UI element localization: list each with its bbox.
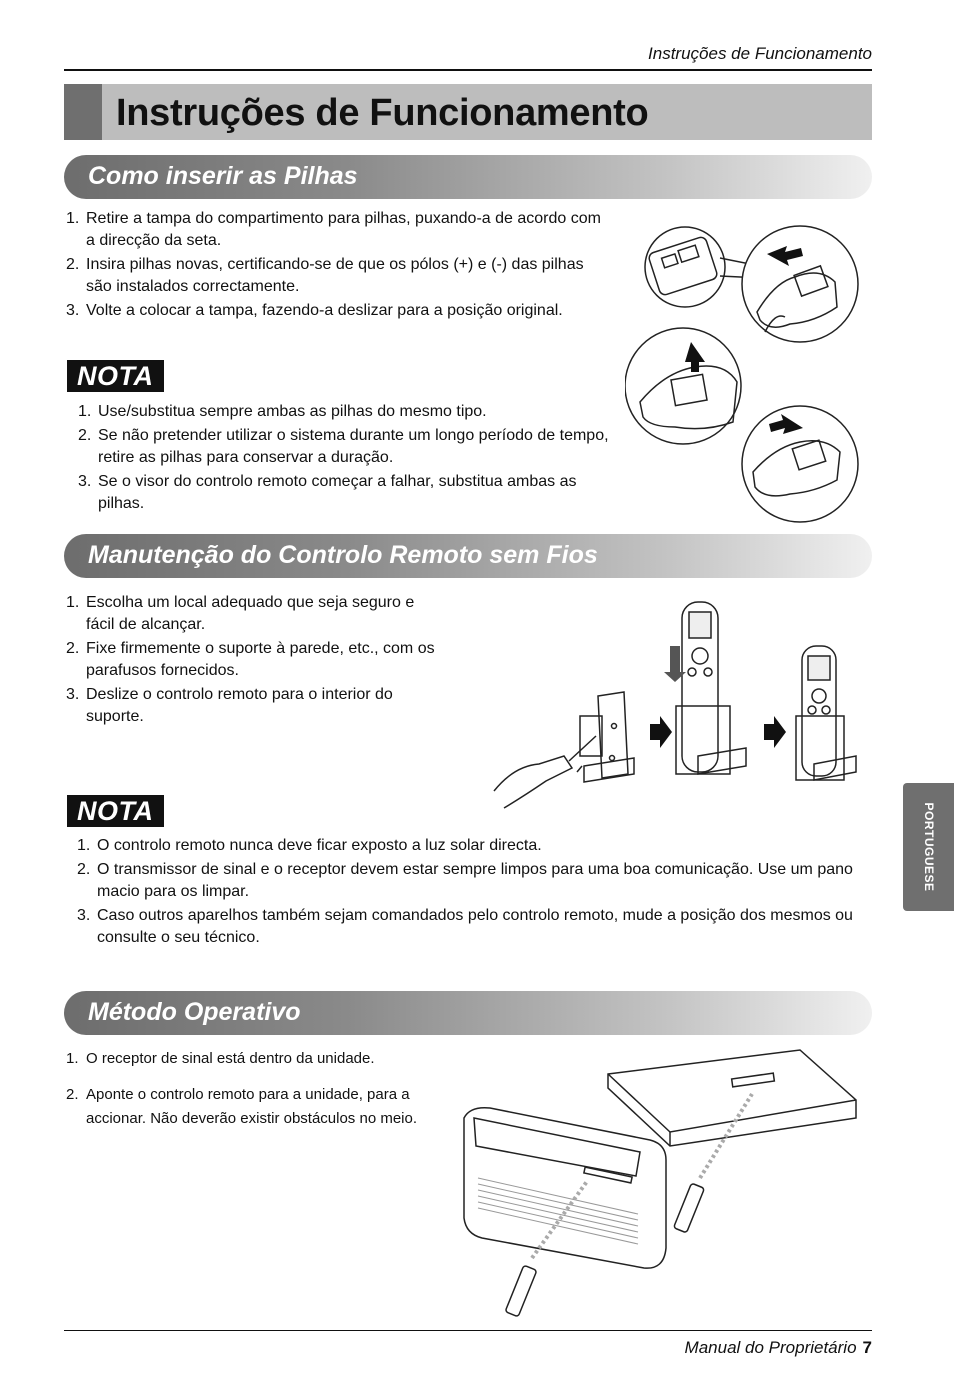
language-tab: [903, 783, 954, 911]
list-item: 3. Caso outros aparelhos também sejam comandados pelo controlo remoto, mude a posição dos mesmos ou consulte o seu técnico.: [77, 907, 853, 946]
steps-manutencao: [66, 592, 446, 730]
list-item: 2. Se não pretender utilizar o sistema durante um longo período de tempo, retire as pilhas para conservar a duração.: [78, 427, 609, 466]
list-item: 1. O receptor de sinal está dentro da unidade.: [66, 1050, 375, 1067]
nota-label-2: NOTA: [67, 795, 164, 827]
list-item: 1. O controlo remoto nunca deve ficar exposto a luz solar directa.: [77, 837, 542, 854]
title-accent: [64, 84, 102, 140]
list-item: 2. O transmissor de sinal e o receptor devem estar sempre limpos para uma boa comunicação. Use um pano macio para os limpar.: [77, 861, 853, 900]
page-number: 7: [862, 1338, 872, 1357]
section-header-pilhas: [64, 155, 872, 199]
list-item: 2. Fixe firmemente o suporte à parede, etc., com os parafusos fornecidos.: [66, 640, 435, 679]
footer-label: Manual do Proprietário: [684, 1338, 857, 1357]
notes-pilhas: [78, 401, 613, 517]
top-rule: [64, 69, 872, 71]
section-header-metodo: [64, 991, 872, 1035]
indoor-unit-illustration-icon: [460, 1048, 860, 1318]
battery-illustration-icon: [625, 222, 865, 524]
section-header-manutencao: [64, 534, 872, 578]
list-item: 1. Use/substitua sempre ambas as pilhas do mesmo tipo.: [78, 403, 487, 420]
section-title-metodo: Método Operativo: [88, 998, 301, 1026]
list-item: 3. Se o visor do controlo remoto começar a falhar, substitua ambas as pilhas.: [78, 473, 577, 512]
remote-holder-illustration-icon: [484, 596, 864, 810]
list-item: 3. Deslize o controlo remoto para o interior do suporte.: [66, 686, 393, 725]
section-title-manutencao: Manutenção do Controlo Remoto sem Fios: [88, 541, 598, 569]
list-item: 1. Escolha um local adequado que seja seguro e fácil de alcançar.: [66, 594, 415, 633]
steps-pilhas: [66, 208, 606, 324]
nota-label-1: NOTA: [67, 360, 164, 392]
section-title-pilhas: Como inserir as Pilhas: [88, 162, 358, 190]
list-item: 2. Insira pilhas novas, certificando-se de que os pólos (+) e (-) das pilhas são instalados correctamente.: [66, 256, 584, 295]
list-item: 3. Volte a colocar a tampa, fazendo-a deslizar para a posição original.: [66, 302, 563, 319]
footer: [685, 1338, 872, 1358]
language-tab-label: PORTUGUESE: [921, 802, 936, 892]
steps-metodo: [66, 1047, 446, 1133]
bottom-rule: [64, 1330, 872, 1331]
list-item: 2. Aponte o controlo remoto para a unidade, para a accionar. Não deverão existir obstáculos no meio.: [66, 1086, 418, 1127]
running-head: Instruções de Funcionamento: [648, 44, 872, 63]
title-bar: [64, 84, 872, 140]
list-item: 1. Retire a tampa do compartimento para pilhas, puxando-a de acordo com a direcção da seta.: [66, 210, 601, 249]
notes-manutencao: [77, 835, 867, 951]
page-title: Instruções de Funcionamento: [116, 92, 649, 134]
